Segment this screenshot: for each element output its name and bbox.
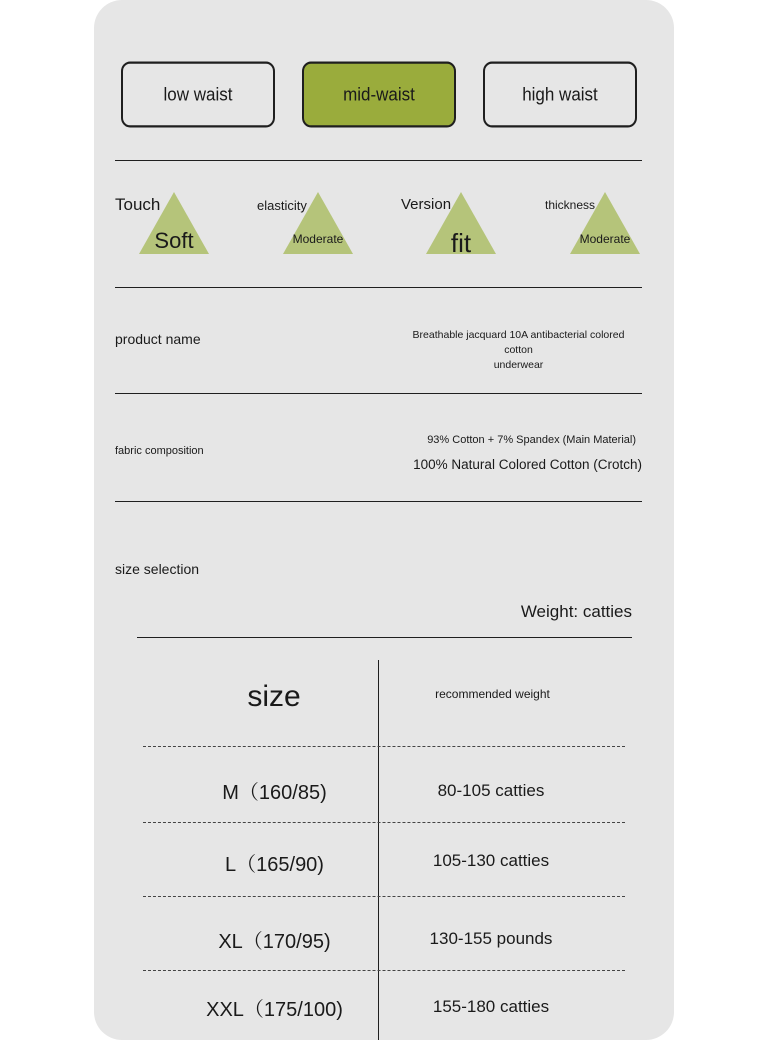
divider xyxy=(115,287,642,288)
version-label: Version xyxy=(401,196,452,213)
row-separator xyxy=(143,970,625,971)
product-name-value xyxy=(400,328,637,373)
mid-waist-button[interactable]: mid-waist xyxy=(302,62,456,128)
size-cell-xl: XL（170/95) xyxy=(218,931,331,953)
elasticity-label: elasticity xyxy=(257,198,307,213)
fabric-line1: 93% Cotton + 7% Spandex (Main Material) xyxy=(427,434,636,446)
touch-label: Touch xyxy=(115,195,161,214)
product-name-line2: underwear xyxy=(493,359,544,371)
size-column-header: size xyxy=(247,680,301,713)
divider xyxy=(115,160,642,161)
weight-unit-note: Weight: catties xyxy=(520,602,632,621)
size-cell-l: L（165/90) xyxy=(225,854,324,876)
high-waist-button[interactable]: high waist xyxy=(483,62,637,128)
table-top-line xyxy=(137,637,632,638)
row-separator xyxy=(143,822,625,823)
touch-value: Soft xyxy=(154,228,194,253)
weight-cell-l: 105-130 catties xyxy=(432,851,550,870)
product-name-line1: Breathable jacquard 10A antibacterial colored cotton xyxy=(412,329,625,356)
fabric-composition-label: fabric composition xyxy=(115,445,204,457)
row-separator xyxy=(143,896,625,897)
divider xyxy=(115,501,642,502)
weight-cell-m: 80-105 catties xyxy=(437,781,545,800)
size-selection-label: size selection xyxy=(115,561,200,577)
thickness-value: Moderate xyxy=(579,232,631,246)
thickness-label: thickness xyxy=(545,198,596,212)
product-name-label: product name xyxy=(115,331,201,347)
fabric-line2: 100% Natural Colored Cotton (Crotch) xyxy=(413,457,642,472)
size-cell-xxl: XXL（175/100) xyxy=(206,999,343,1021)
elasticity-value: Moderate xyxy=(292,232,344,246)
size-cell-m: M（160/85) xyxy=(222,782,327,804)
low-waist-button[interactable]: low waist xyxy=(121,62,275,128)
version-value: fit xyxy=(450,228,472,258)
weight-cell-xxl: 155-180 catties xyxy=(432,997,550,1016)
row-separator xyxy=(143,746,625,747)
weight-cell-xl: 130-155 pounds xyxy=(429,929,553,948)
weight-column-header: recommended weight xyxy=(435,687,550,701)
divider xyxy=(115,393,642,394)
info-panel xyxy=(94,0,674,1040)
